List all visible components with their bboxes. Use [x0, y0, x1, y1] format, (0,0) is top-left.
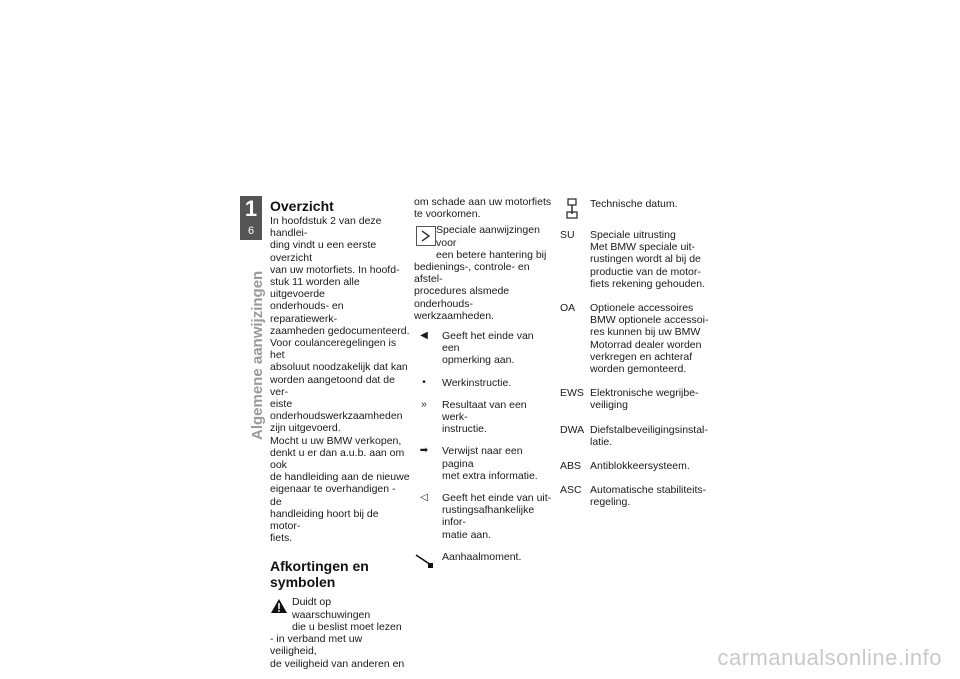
text-line: een betere hantering bij: [436, 248, 547, 261]
symbol-description: [414, 330, 552, 367]
text-line: matie aan.: [442, 528, 492, 541]
text-line: worden gemonteerd.: [590, 363, 687, 376]
text-line: Werkinstructie.: [442, 376, 512, 389]
text-line: Motorrad dealer worden: [590, 338, 702, 351]
chapter-number: 1: [244, 196, 258, 221]
text-line: met extra informatie.: [442, 469, 538, 482]
text-line: fiets rekening gehouden.: [590, 277, 706, 290]
text-line: ding vindt u een eerste overzicht: [270, 239, 377, 264]
page-number: 6: [247, 225, 255, 237]
tech-data-label: Technische datum.: [590, 198, 678, 210]
text-line: te voorkomen.: [414, 208, 481, 221]
symbol-description: [414, 399, 552, 436]
symbol-row: [414, 445, 552, 482]
abbreviation-row: [560, 229, 710, 290]
text-line: de handleiding aan de nieuwe: [270, 471, 410, 484]
text-line: eiste onderhoudswerkzaamheden: [270, 398, 403, 423]
text-line: die u beslist moet lezen: [292, 620, 402, 633]
text-line: productie van de motor-: [590, 265, 701, 278]
text-line: - in verband met uw veiligheid,: [270, 633, 363, 658]
text-line: Resultaat van een werk-: [442, 398, 527, 424]
text-line: worden aangetoond dat de ver-: [270, 373, 395, 398]
text-line: Elektronische wegrijbe-: [590, 387, 699, 400]
torque-icon: [414, 551, 434, 573]
text-line: absoluut noodzakelijk dat kan: [270, 361, 408, 374]
symbol-list: [414, 330, 552, 563]
text-line: Duidt op waarschuwingen: [292, 596, 371, 621]
text-line: fiets.: [270, 532, 293, 545]
text-line: Automatische stabiliteits-: [590, 484, 707, 497]
abbreviations-title-line: symbolen: [270, 574, 336, 591]
text-line: verkregen en achteraf: [590, 350, 693, 363]
abbreviations-list-section: [560, 198, 710, 521]
symbol-row: [414, 492, 552, 541]
text-line: procedures alsmede onderhouds-: [414, 285, 510, 310]
text-line: handleiding hoort bij de motor-: [270, 507, 379, 533]
overview-text: [270, 215, 410, 544]
text-line: van uw motorfiets. In hoofd-: [270, 263, 400, 276]
text-line: Geeft het einde van een: [442, 330, 534, 355]
abbreviations-title: [270, 558, 410, 590]
symbol-glyph-icon: ◀: [420, 330, 428, 342]
symbol-row: [414, 330, 552, 367]
symbol-description: [414, 551, 552, 563]
symbol-glyph-icon: •: [422, 376, 426, 388]
symbol-glyph-icon: »: [421, 398, 427, 410]
abbreviation-row: [560, 424, 710, 448]
text-line: zaamheden gedocumenteerd.: [270, 324, 410, 337]
text-line: In hoofdstuk 2 van deze handlei-: [270, 215, 382, 240]
text-line: Speciale aanwijzingen voor: [436, 224, 540, 249]
chapter-side-label: Algemene aanwijzingen: [249, 270, 266, 440]
text-line: eigenaar te overhandigen - de: [270, 483, 396, 508]
symbol-row: [414, 377, 552, 389]
text-line: onderhouds- en reparatiewerk-: [270, 300, 344, 325]
text-line: Speciale uitrusting: [590, 229, 676, 241]
text-line: de veiligheid van anderen en: [270, 657, 405, 670]
note-block: [414, 224, 552, 322]
symbol-description: [414, 377, 552, 389]
overview-section: [270, 198, 410, 670]
abbreviation-row: [560, 460, 710, 472]
abbreviation-row: [560, 387, 710, 411]
abbreviation-key: ASC: [560, 484, 582, 497]
symbol-glyph-icon: ➡: [419, 445, 429, 457]
abbreviations-title-line: Afkortingen en: [270, 558, 369, 575]
symbols-section: [414, 196, 552, 573]
text-line: rustingen wordt al bij de: [590, 253, 701, 266]
text-line: denkt u er dan a.u.b. aan om ook: [270, 446, 405, 472]
text-line: res kunnen bij uw BMW: [590, 326, 701, 339]
text-line: om schade aan uw motorfiets: [414, 196, 552, 208]
text-line: Voor coulanceregelingen is het: [270, 337, 397, 362]
abbreviation-row: [560, 302, 710, 375]
text-line: werkzaamheden.: [414, 309, 494, 322]
technical-data-icon: [564, 198, 580, 218]
abbreviation-key: SU: [560, 229, 575, 241]
watermark: carmanualsonline.info: [717, 645, 942, 670]
text-line: opmerking aan.: [442, 354, 515, 367]
text-line: Aanhaalmoment.: [442, 550, 522, 563]
text-line: zijn uitgevoerd.: [270, 422, 341, 435]
warning-text: [270, 596, 410, 669]
text-line: Met BMW speciale uit-: [590, 241, 696, 254]
text-line: BMW optionele accessoi-: [590, 314, 709, 327]
symbol-row: [414, 399, 552, 436]
text-line: veiliging: [590, 399, 628, 412]
abbreviation-list: [560, 229, 710, 509]
text-line: Diefstalbeveiligingsinstal-: [590, 423, 708, 436]
text-line: Verwijst naar een pagina: [442, 445, 523, 470]
text-line: regeling.: [590, 496, 631, 509]
intro-text: [414, 196, 552, 220]
text-line: latie.: [590, 435, 613, 448]
abbreviation-key: DWA: [560, 423, 585, 436]
warning-triangle-icon: [270, 598, 288, 614]
abbreviation-row: [560, 484, 710, 508]
symbol-glyph-icon: ◁: [420, 492, 428, 504]
abbreviation-key: EWS: [560, 387, 584, 400]
overview-title: Overzicht: [270, 198, 334, 214]
text-line: stuk 11 worden alle uitgevoerde: [270, 276, 360, 301]
text-line: Optionele accessoires: [590, 302, 694, 315]
text-line: rustingsafhankelijke infor-: [442, 504, 535, 529]
text-line: Geeft het einde van uit-: [442, 492, 552, 505]
warning-block: [270, 596, 410, 669]
abbreviation-key: ABS: [560, 460, 582, 473]
symbol-description: [414, 492, 552, 541]
text-line: Antiblokkeersysteem.: [590, 460, 690, 473]
symbol-description: [414, 445, 552, 482]
abbreviation-key: OA: [560, 302, 576, 315]
text-line: Mocht u uw BMW verkopen,: [270, 434, 402, 447]
symbol-row: [414, 551, 552, 563]
text-line: bedienings-, controle- en afstel-: [414, 261, 530, 286]
note-icon: [416, 226, 436, 246]
text-line: instructie.: [442, 423, 487, 436]
